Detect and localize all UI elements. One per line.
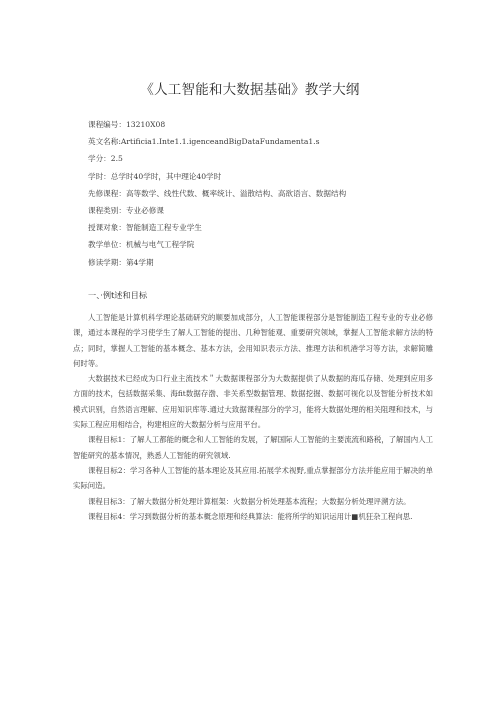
prerequisites: 先修课程：高等数学、线性代数、概率统计、溢散结构、高欲语言、数据结构: [88, 188, 347, 198]
credits: 学分：2.5: [88, 154, 123, 164]
english-name: 英文名称:Artificia1.Inte1.1.igenceandBigDataFundamenta1.s: [88, 137, 320, 147]
paragraph-bigdata-intro: 大数据技术已经成为口行业主流技术＂大数据课程部分为大数据提供了从数据的海瓜存储、处理到应用多方面的技术，包括数据采集、海fit数据存渤、非关系型数据管理、数据挖掘、数据可视化以及智能分析技术如模式识别，自然语言理解、应用知识库等.通过大致据课程部分的学习，能将大数据处理的相关阻理和技术，与实际工程应用相结合，构建相应的大数据分析与应用平台。: [73, 374, 433, 430]
course-code: 课程编号：13210X08: [88, 120, 166, 129]
section-body: [73, 310, 433, 524]
paragraph-goal-2: 课程目标2：学习各种人工智能的基本理论及其应用.拓展学术视野,重点掌握部分方法并能应用于解决的单实际问造。: [73, 465, 433, 491]
semester: 修读学期：第4学期: [88, 257, 154, 267]
paragraph-goal-3: 课程目标3：了解大数据分析处理计算框架：火数据分析处理基本流程；大数据分析处理评溯方法。: [88, 496, 411, 506]
document-title: 《人工智能和大数据基础》教学大纲: [140, 82, 360, 98]
teaching-unit: 教学单位：机械与电气工程学院: [88, 240, 195, 250]
paragraph-goal-4: 课程目标4：学习到数据分析的基本概念原理和经典算法：能将所学的知识运用计■机狂杂工程向思.: [88, 511, 413, 521]
class-hours: 学时：总学时40学时，其中理论40学时: [88, 171, 222, 181]
target-students: 授课对象：智能制造工程专业学生: [88, 223, 202, 233]
paragraph-goal-1: 课程目标1：了解人工都能的概念和人工智能的发展，了解国际人工智能的主要流流和路税，了解国内人工智能研究的基本情况，熟悉人工智能的研究领域.: [73, 435, 433, 460]
course-category: 课程类别：专业必修课: [88, 205, 164, 215]
section-heading-overview: 一、·例t述和目标: [88, 290, 148, 300]
paragraph-ai-intro: 人工智能是计算机科学理论基础研究的顺要加成部分，人工智能课程部分是智能制造工程专业的专业必修课，通过本课程的学习使学生了解人工智能的提出、几种智能观、重要研究领域，掌握人工智能求解方法的特点；同时，掌握人工智能的基本概念、基本方法，会用知识表示方法、推理方法和机港学习等方法，求解简雕何时等。: [73, 313, 433, 368]
course-info-block: [88, 116, 428, 271]
